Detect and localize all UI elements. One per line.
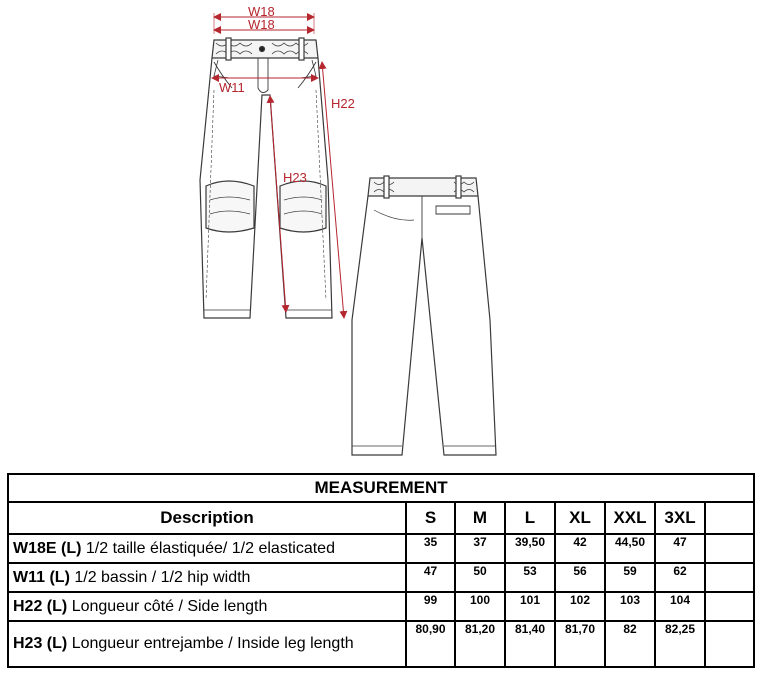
header-size-xl: XL bbox=[555, 502, 605, 534]
value-cell: 103 bbox=[605, 592, 655, 621]
row-description bbox=[8, 563, 406, 592]
header-size-empty bbox=[705, 502, 754, 534]
row-code: H23 (L) bbox=[13, 635, 68, 652]
value-cell: 102 bbox=[555, 592, 605, 621]
row-code: W11 (L) bbox=[13, 568, 70, 586]
row-text: Longueur côté / Side length bbox=[71, 597, 268, 615]
value-cell: 80,90 bbox=[406, 621, 455, 667]
row-description bbox=[8, 621, 406, 667]
value-cell bbox=[705, 563, 754, 592]
header-size-m: M bbox=[455, 502, 505, 534]
back-view bbox=[352, 176, 496, 455]
header-size-xxl: XXL bbox=[605, 502, 655, 534]
value-cell: 101 bbox=[505, 592, 555, 621]
table-row bbox=[8, 563, 754, 592]
h23-label: H23 bbox=[283, 170, 307, 185]
value-cell bbox=[705, 621, 754, 667]
value-cell: 81,70 bbox=[555, 621, 605, 667]
dimension-lines bbox=[212, 13, 344, 318]
value-cell: 82,25 bbox=[655, 621, 705, 667]
value-cell: 47 bbox=[406, 563, 455, 592]
header-size-l: L bbox=[505, 502, 555, 534]
header-size-3xl: 3XL bbox=[655, 502, 705, 534]
header-size-s: S bbox=[406, 502, 455, 534]
value-cell: 39,50 bbox=[505, 534, 555, 563]
value-cell: 35 bbox=[406, 534, 455, 563]
row-text: 1/2 bassin / 1/2 hip width bbox=[74, 568, 251, 586]
value-cell: 81,40 bbox=[505, 621, 555, 667]
table-row bbox=[8, 621, 754, 667]
row-description bbox=[8, 534, 406, 563]
value-cell: 59 bbox=[605, 563, 655, 592]
measurement-table bbox=[7, 473, 755, 668]
w11-label: W11 bbox=[219, 80, 245, 95]
value-cell bbox=[705, 534, 754, 563]
row-text: 1/2 taille élastiquée/ 1/2 elasticated bbox=[85, 539, 335, 557]
row-code: W18E (L) bbox=[13, 539, 82, 557]
value-cell: 50 bbox=[455, 563, 505, 592]
w18-bottom-label: W18 bbox=[248, 17, 275, 32]
value-cell: 47 bbox=[655, 534, 705, 563]
value-cell: 37 bbox=[455, 534, 505, 563]
value-cell: 100 bbox=[455, 592, 505, 621]
value-cell: 81,20 bbox=[455, 621, 505, 667]
value-cell: 44,50 bbox=[605, 534, 655, 563]
header-description: Description bbox=[8, 502, 406, 534]
table-row bbox=[8, 592, 754, 621]
value-cell: 104 bbox=[655, 592, 705, 621]
value-cell bbox=[705, 592, 754, 621]
value-cell: 53 bbox=[505, 563, 555, 592]
table-title: MEASUREMENT bbox=[8, 474, 754, 502]
value-cell: 56 bbox=[555, 563, 605, 592]
row-code: H22 (L) bbox=[13, 597, 68, 615]
w18-top-label: W18 bbox=[248, 4, 275, 19]
value-cell: 42 bbox=[555, 534, 605, 563]
value-cell: 62 bbox=[655, 563, 705, 592]
h22-label: H22 bbox=[331, 96, 355, 111]
value-cell: 99 bbox=[406, 592, 455, 621]
row-text: Longueur entrejambe / Inside leg length bbox=[71, 635, 354, 652]
value-cell: 82 bbox=[605, 621, 655, 667]
row-description bbox=[8, 592, 406, 621]
table-row bbox=[8, 534, 754, 563]
